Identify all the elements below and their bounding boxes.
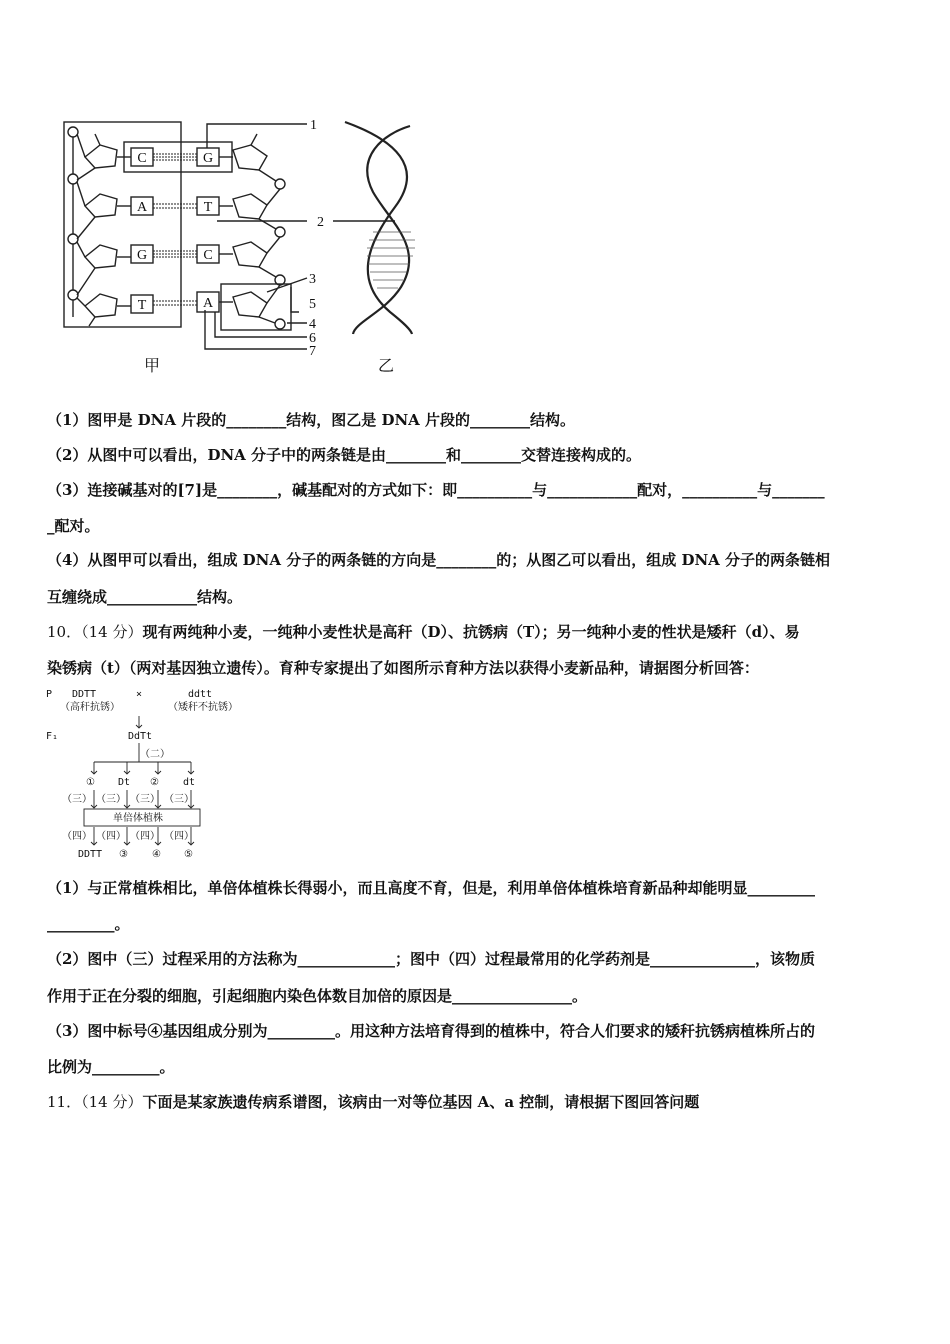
f1-genotype: DdTt bbox=[128, 731, 153, 742]
result-4: ⑤ bbox=[184, 849, 193, 860]
step-four-1: （四） bbox=[62, 831, 92, 842]
callout-3: 3 bbox=[309, 272, 316, 287]
callout-6: 6 bbox=[309, 331, 316, 346]
q10-part1-line2: _________。 bbox=[47, 915, 130, 933]
q10-part1-line1: （1）与正常植株相比，单倍体植株长得弱小，而且高度不育，但是，利用单倍体植株培育新品种却能明显_________ bbox=[47, 879, 815, 897]
callout-1: 1 bbox=[310, 118, 317, 133]
q10-part2-line2: 作用于正在分裂的细胞，引起细胞内染色体数目加倍的原因是________________。 bbox=[47, 987, 588, 1005]
f1-label: F₁ bbox=[46, 731, 59, 742]
left-base-4: T bbox=[137, 298, 147, 313]
nucleotide-box bbox=[221, 284, 291, 330]
parent2-note: （矮秆不抗锈） bbox=[168, 702, 238, 713]
left-base-2: A bbox=[136, 200, 148, 215]
haploid-box-label: 单倍体植株 bbox=[113, 813, 163, 824]
q10-part3-line1: （3）图中标号④基因组成分别为_________。用这种方法培育得到的植株中，符合人们要求的矮秆抗锈病植株所占的 bbox=[47, 1022, 815, 1040]
parent1-note: （高秆抗锈） bbox=[60, 702, 120, 713]
step-four-2: （四） bbox=[96, 831, 126, 842]
q10-intro-line2: 染锈病（t）（两对基因独立遗传）。育种专家提出了如图所示育种方法以获得小麦新品种，请据图分析回答： bbox=[47, 659, 759, 677]
step-three-1: （三） bbox=[62, 794, 92, 805]
q10-intro-line1: 10．（14 分）现有两纯种小麦，一纯种小麦性状是高秆（D）、抗锈病（T）；另一纯种小麦的性状是矮秆（d）、易 bbox=[47, 623, 800, 641]
result-1: DDTT bbox=[78, 849, 103, 860]
q9-part4-line2: 互缠绕成____________结构。 bbox=[47, 588, 243, 606]
q9-part1: （1）图甲是 DNA 片段的________结构，图乙是 DNA 片段的________结构。 bbox=[47, 411, 576, 429]
p-label: P bbox=[46, 689, 53, 700]
parent1-genotype: DDTT bbox=[72, 689, 97, 700]
breeding-cross-diagram bbox=[42, 686, 272, 864]
step-three-2: （三） bbox=[96, 794, 126, 805]
step-three-3: （三） bbox=[130, 794, 160, 805]
q11-number: 11．（14 分） bbox=[47, 1093, 143, 1111]
q10-part3-line2: 比例为_________。 bbox=[47, 1058, 175, 1076]
dna-structure-figure bbox=[55, 112, 435, 380]
gamete-1: ① bbox=[86, 777, 95, 788]
gamete-4: dt bbox=[183, 777, 196, 788]
callout-4: 4 bbox=[309, 317, 316, 332]
callout-2: 2 bbox=[317, 215, 324, 230]
label-yi: 乙 bbox=[377, 358, 395, 375]
cross-symbol: × bbox=[136, 689, 143, 700]
result-2: ③ bbox=[119, 849, 128, 860]
gamete-3: ② bbox=[150, 777, 159, 788]
callout-5: 5 bbox=[309, 297, 316, 312]
callout-7: 7 bbox=[309, 344, 316, 359]
parent2-genotype: ddtt bbox=[188, 689, 213, 700]
label-jia: 甲 bbox=[143, 358, 161, 375]
right-base-3: C bbox=[203, 248, 213, 263]
left-base-1: C bbox=[137, 151, 147, 166]
result-3: ④ bbox=[152, 849, 161, 860]
left-strand-box bbox=[64, 122, 181, 327]
q10-part2-line1: （2）图中（三）过程采用的方法称为_____________；图中（四）过程最常用的化学药剂是______________，该物质 bbox=[47, 950, 815, 968]
gamete-2: Dt bbox=[118, 777, 131, 788]
right-base-1: G bbox=[202, 151, 214, 166]
q9-part3-line2: _配对。 bbox=[47, 517, 100, 535]
q10-number: 10．（14 分） bbox=[47, 623, 143, 641]
right-base-2: T bbox=[203, 200, 213, 215]
q9-part2: （2）从图中可以看出，DNA 分子中的两条链是由________和________交替连接构成的。 bbox=[47, 446, 642, 464]
step-four-3: （四） bbox=[130, 831, 160, 842]
step-three-4: （三） bbox=[164, 794, 194, 805]
left-base-3: G bbox=[136, 248, 148, 263]
q9-part3-line1: （3）连接碱基对的[7]是________，碱基配对的方式如下：即__________与____________配对，__________与_______ bbox=[47, 481, 825, 499]
right-base-4: A bbox=[202, 296, 214, 311]
q11-intro: 11．（14 分）下面是某家族遗传病系谱图，该病由一对等位基因 A、a 控制，请根据下图回答问题 bbox=[47, 1093, 700, 1111]
step-two-label: （二） bbox=[140, 749, 170, 760]
q9-part4-line1: （4）从图甲可以看出，组成 DNA 分子的两条链的方向是________的；从图乙可以看出，组成 DNA 分子的两条链相 bbox=[47, 551, 831, 569]
step-four-4: （四） bbox=[164, 831, 194, 842]
